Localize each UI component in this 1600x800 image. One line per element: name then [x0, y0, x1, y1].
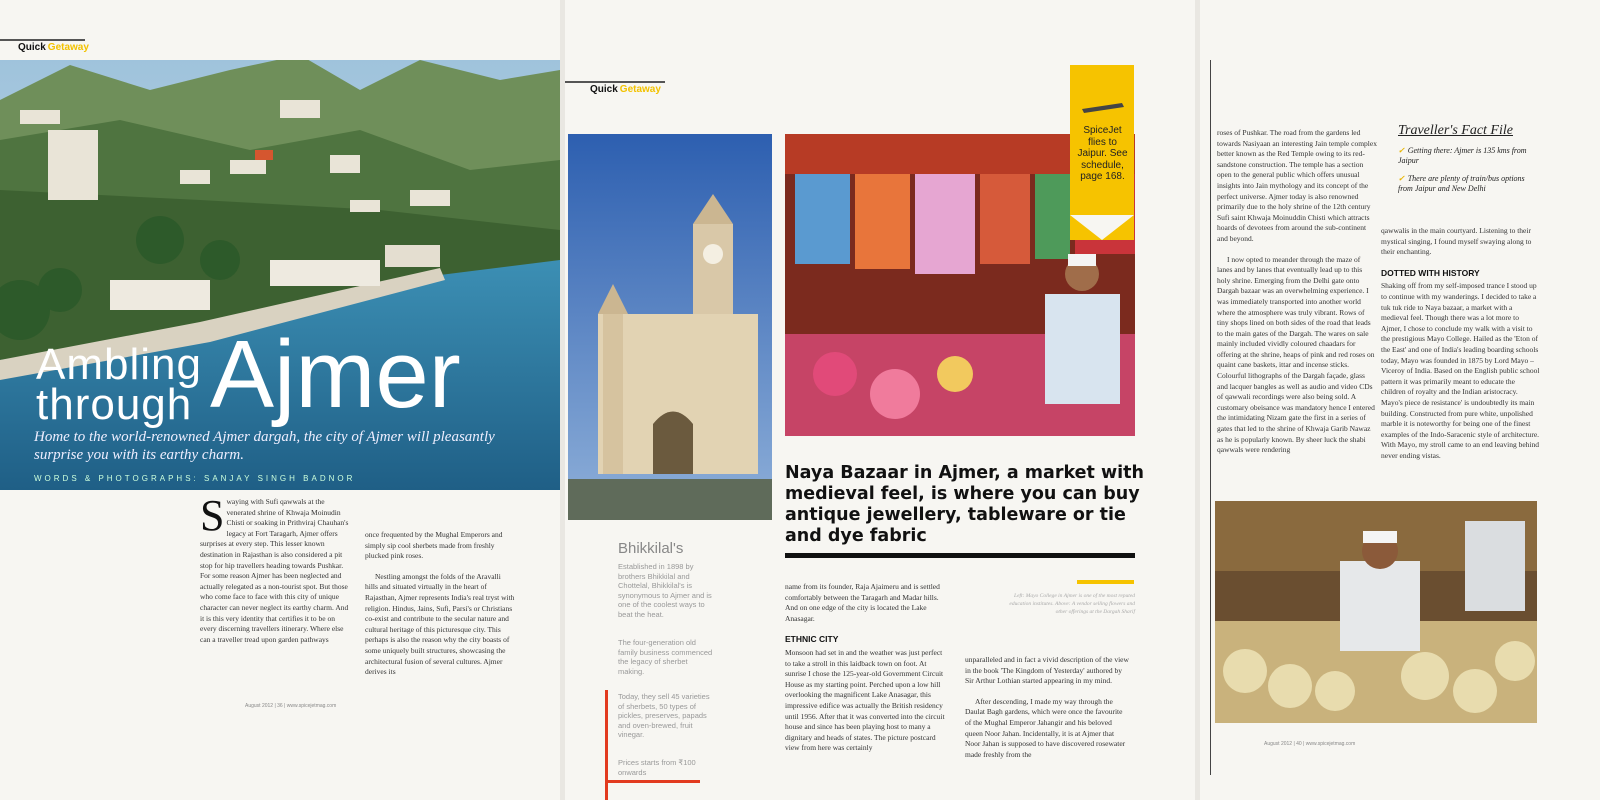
sweet-shop-photo	[1215, 501, 1537, 723]
section-quick: Quick	[18, 42, 46, 53]
promo-text: SpiceJet flies to Jaipur. See schedule, page 168.	[1077, 125, 1128, 182]
body-text-4b: After descending, I made my way through the Daulat Bagh gardens, which were once the favourite of the Mughal Emperor Jahangir and his beloved queen Noor Jahan. Incidentally, it is at Ajmer that Noor Jahan is supposed to have discovered rosewater made freshly from the	[965, 696, 1126, 759]
body-text-6a: qawwalis in the main courtyard. Listening to their mystical singing, I found myself swaying along to their enchanting.	[1381, 226, 1532, 257]
page-left	[0, 0, 560, 800]
fact-item-1	[1398, 146, 1538, 166]
body-column-2	[365, 530, 515, 678]
drop-cap: S	[200, 491, 225, 540]
check-icon: ✓	[1398, 174, 1405, 183]
folio: August 2012 | 40 | www.spicejetmag.com	[1264, 741, 1356, 747]
photo-caption: Left: Mayo College in Ajmer is one of the most reputed education institutes. Above: A vendor selling flowers and other offerings at the Dargah Sharif	[1009, 593, 1135, 615]
page-middle	[565, 0, 1195, 800]
title-ambling-through	[36, 340, 202, 429]
title-line-1: Ambling	[36, 340, 202, 389]
section-rule	[0, 39, 85, 41]
sidebar-text-1: Established in 1898 by brothers Bhikkilal and Chottelal, Bhikkilal's is synonymous to Ajmer and is one of the coolest ways to beat the heat.	[618, 562, 712, 619]
photo-credit: WORDS & PHOTOGRAPHS: SANJAY SINGH BADNOR	[34, 474, 356, 483]
mayo-college-photo	[568, 134, 772, 520]
subhead-dotted-with-history: DOTTED WITH HISTORY	[1381, 267, 1480, 278]
fact-text-2: There are plenty of train/bus options from Jaipur and New Delhi	[1398, 174, 1525, 193]
fact-item-2	[1398, 174, 1538, 194]
fact-text-1: Getting there: Ajmer is 135 kms from Jaipur	[1398, 146, 1527, 165]
body-text-4a: unparalleled and in fact a vivid description of the view in the book 'The Kingdom of Yesterday' authored by Sir Arthur Lothian started appearing in my mind.	[965, 655, 1129, 686]
body-text-6b: Shaking off from my self-imposed trance I stood up to continue with my wanderings. I decided to take a tuk tuk ride to Naya bazaar, a market with a medieval feel. Though there was a lot more to Ajmer, I chose to conclude my walk with a visit to the prestigious Mayo College. Hailed as the 'Eton of the East' and one of India's leading boarding schools today, Mayo was founded in 1875 by Lord Mayo – Viceroy of India. Based on the English public school pattern it was primarily meant to educate the children of royalty and the Indian aristocracy. Mayo's piece de resistance' is undoubtedly its main building. Constructed from pure white, unpolished marble it is noteworthy for being one of the finest examples of the Indo-Saracenic style of architecture. With Mayo, my stroll came to an end leaving behind never ending vistas.	[1381, 281, 1540, 460]
body-text-3a: name from its founder, Raja Ajaimeru and is settled comfortably between the Taragarh and Madar hills. And on one edge of the city is located the Lake Anasagar.	[785, 582, 940, 623]
check-icon: ✓	[1398, 146, 1405, 155]
fact-file-title: Traveller's Fact File	[1398, 123, 1513, 138]
body-column-3	[785, 582, 947, 754]
pull-quote-headline: Naya Bazaar in Ajmer, a market with medieval feel, is where you can buy antique jewellery, tableware or tie and dye fabric	[785, 463, 1144, 546]
column-rule	[1210, 60, 1211, 775]
subtitle: Home to the world-renowned Ajmer dargah, the city of Ajmer will pleasantly surprise you with its earthy charm.	[34, 429, 495, 463]
body-text-3b: Monsoon had set in and the weather was just perfect to take a stroll in this laidback town on foot. At sunrise I chose the 125-year-old Government Circuit House as my starting point. Perched upon a low hill overlooking the magnificent Lake Anasagar, this impressive edifice was actually the British residency until 1956. After that it was converted into the circuit house and since has been playing host to many a dignitary and heads of states. The picture postcard view from here was certainly	[785, 647, 945, 753]
body-text-2b: Nestling amongst the folds of the Aravalli hills and situated virtually in the heart of Rajasthan, Ajmer represents India's real tryst with religion. Hindus, Jains, Sufi, Parsi's or Christians co-exist and contribute to the secular nature and cultural heritage of this picturesque city. This perhaps is also the reason why the city boasts of some uniquely built structures, showcasing the architectural fusion of several cultures. Ajmer derives its	[365, 571, 515, 677]
sidebar-text-3: Today, they sell 45 varieties of sherbets, 50 types of pickles, preserves, papads and oven-brewed, fruit vinegar.	[618, 692, 710, 740]
sidebar-title: Bhikkilal's	[618, 540, 684, 557]
sidebar-text-4: Prices starts from ₹100 onwards	[618, 758, 696, 777]
title-main: Ajmer	[210, 321, 461, 428]
folio: August 2012 | 36 | www.spicejetmag.com	[245, 703, 337, 709]
title-line-2: through	[36, 380, 193, 429]
airplane-icon	[1082, 103, 1124, 113]
body-column-1	[200, 491, 350, 645]
section-label	[18, 42, 89, 53]
body-text-5b: I now opted to meander through the maze of lanes and by lanes that eventually lead up to this holy shrine. Emerging from the Delhi gate onto Dargah bazaar was an overwhelming experience. I was immediately transported into another world where the atmosphere was truly vibrant. Rows of tiny shops lined on both sides of the road that leads to the main gates of the Dargah. The wares on sale mainly included vividly coloured chaadars for offering at the shrine, heaps of pink and red roses on quaint cane baskets, ittar and incense sticks. Colourful lithographs of the Dargah façade, glass and lacquer bangles as well as audio and video CDs of qawwali recordings were also being sold. A customary obeisance was mandatory hence I entered the intimidating Nizam gate the first in a series of gates that led to the shrine of Khwaja Garib Nawaz as he is popularly known. By sheer luck the shabi qawwals were rendering	[1217, 254, 1375, 455]
body-text-1: waying with Sufi qawwals at the venerated shrine of Khwaja Moinudin Chisti or soaking in Prithviraj Chauhan's legacy at Fort Taragarh, Ajmer offers surprises at every step. This lesser known destination in Rajasthan is also considered a pit stop for hip travellers heading towards Pushkar. For some reason Ajmer has been neglected and actually relegated as a non-tourist spot. But those who come face to face with this city of unique character can never neglect its earthy charm. And it is this very identity that certifies it to be on every discerning travellers itinerary. Where else can a traveller tread upon garden pathways	[200, 497, 349, 644]
mayo-college-image	[568, 134, 772, 520]
page-right	[1200, 0, 1600, 800]
section-label	[590, 84, 661, 95]
subhead-ethnic-city: ETHNIC CITY	[785, 634, 839, 645]
body-column-6	[1381, 226, 1541, 461]
caption-rule	[1077, 580, 1134, 584]
sidebar-accent-bottom	[605, 780, 700, 783]
body-column-5	[1217, 128, 1377, 456]
section-rule	[565, 81, 665, 83]
sidebar-accent	[605, 690, 608, 800]
section-quick: Quick	[590, 84, 618, 95]
sweet-shop-image	[1215, 501, 1537, 723]
sidebar-text-2: The four-generation old family business commenced the legacy of sherbet making.	[618, 638, 713, 676]
body-text-5a: roses of Pushkar. The road from the gardens led towards Nasiyaan an interesting Jain temple complex better known as the Red Temple owing to its red-sandstone construction. The temple has a section open to the general public which offers unusual insights into Jain mythology and its concept of the perfect universe. Ajmer today is also renowned primarily due to the holy shrine of the 12th century Sufi saint Khwaja Moinuddin Chisti which attracts hoards of devotees from around the sub-continent and beyond.	[1217, 128, 1377, 243]
body-text-2a: once frequented by the Mughal Emperors and simply sip cool sherbets made from freshly plucked pink roses.	[365, 530, 503, 561]
body-column-4	[965, 655, 1130, 760]
section-tag: Getaway	[619, 84, 661, 95]
headline-rule	[785, 553, 1135, 558]
section-tag: Getaway	[47, 42, 89, 53]
